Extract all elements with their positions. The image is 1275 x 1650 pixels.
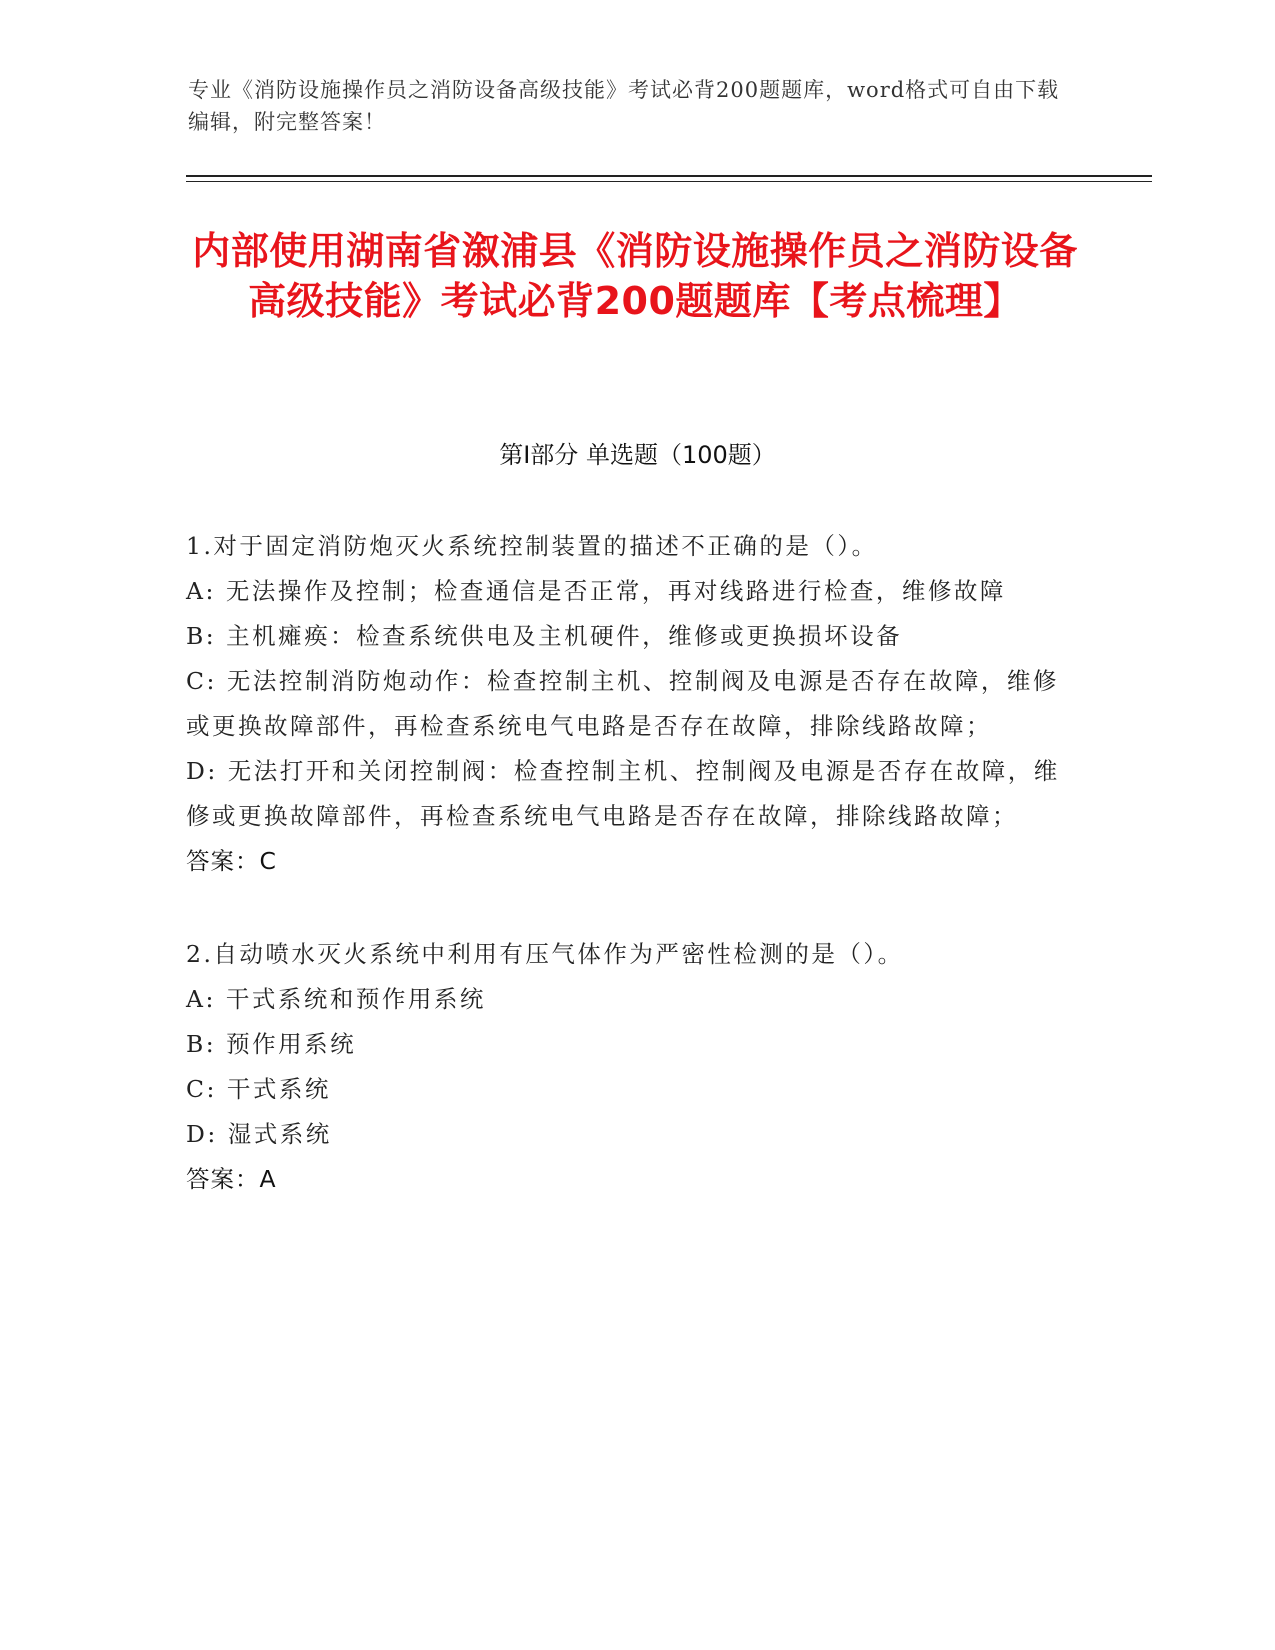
option-b: B: 预作用系统	[186, 1030, 357, 1058]
option-c: C: 无法控制消防炮动作：检查控制主机、控制阀及电源是否存在故障，维修或更换故障部件，再检查系统电气电路是否存在故障，排除线路故障；	[186, 667, 1059, 740]
header-divider-thick	[186, 175, 1152, 177]
question-item	[186, 932, 1076, 1202]
header-note: 专业《消防设施操作员之消防设备高级技能》考试必背200题题库，word格式可自由下载编辑，附完整答案！	[188, 78, 1060, 134]
section-heading: 第Ⅰ部分 单选题（100题）	[499, 441, 776, 469]
header-divider-thin	[186, 181, 1152, 182]
option-d: D: 无法打开和关闭控制阀：检查控制主机、控制阀及电源是否存在故障，维修或更换故障部件，再检查系统电气电路是否存在故障，排除线路故障；	[186, 757, 1060, 830]
question-stem: 2.自动喷水灭火系统中利用有压气体作为严密性检测的是（）。	[186, 940, 904, 968]
question-stem: 1.对于固定消防炮灭火系统控制装置的描述不正确的是（）。	[186, 532, 878, 560]
question-list	[186, 524, 1076, 1250]
option-b: B: 主机瘫痪：检查系统供电及主机硬件，维修或更换损坏设备	[186, 622, 903, 650]
option-a: A: 干式系统和预作用系统	[186, 985, 486, 1013]
option-d: D: 湿式系统	[186, 1120, 332, 1148]
option-c: C: 干式系统	[186, 1075, 331, 1103]
option-a: A: 无法操作及控制；检查通信是否正常，再对线路进行检查，维修故障	[186, 577, 1006, 605]
document-title: 内部使用湖南省溆浦县《消防设施操作员之消防设备高级技能》考试必背200题题库【考点梳理】	[192, 229, 1078, 323]
answer: 答案：A	[186, 1165, 277, 1193]
question-item	[186, 524, 1076, 884]
answer: 答案：C	[186, 847, 277, 875]
